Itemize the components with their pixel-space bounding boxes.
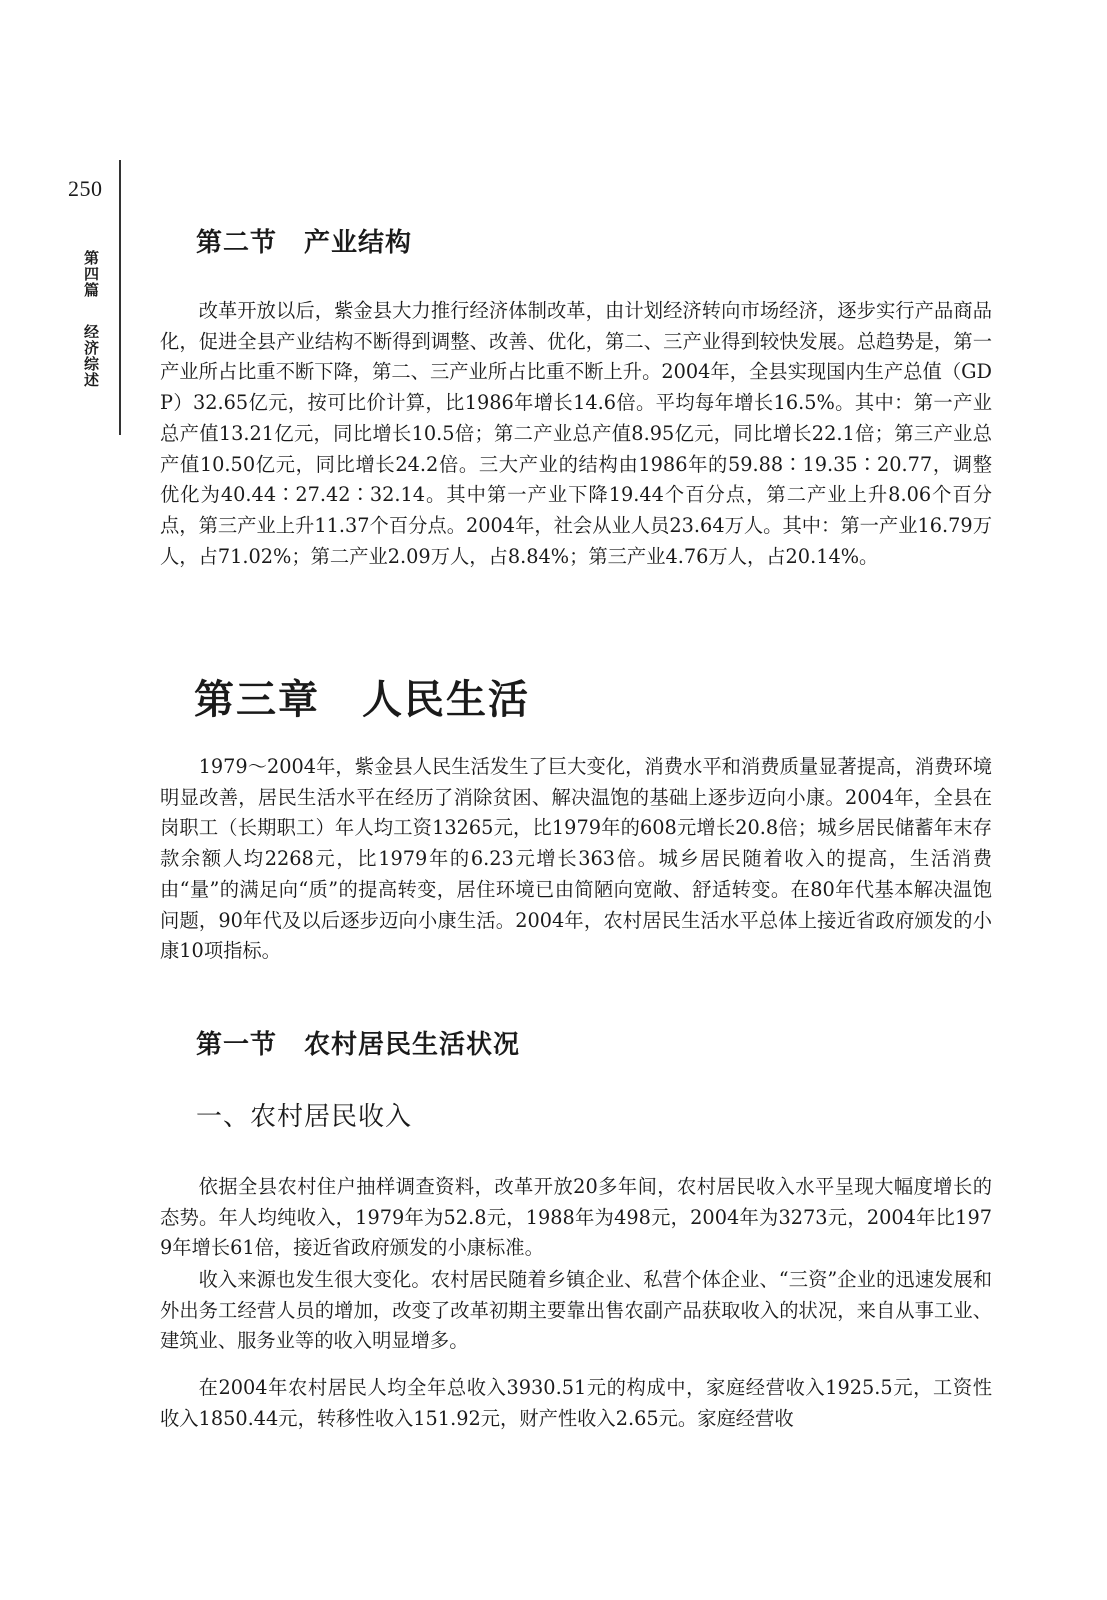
running-header-part: 第四篇 xyxy=(82,250,100,298)
paragraph-chapter-intro: 1979～2004年，紫金县人民生活发生了巨大变化，消费水平和消费质量显著提高，消费环境明显改善，居民生活水平在经历了消除贫困、解决温饱的基础上逐步迈向小康。2004年，全县在岗职工（长期职工）年人均工资13265元，比1979年的608元增长20.8倍；城乡居民储蓄年末存款余额人均2268元，比1979年的6.23元增长363倍。城乡居民随着收入的提高，生活消费由“量”的满足向“质”的提高转变，居住环境已由简陋向宽敞、舒适转变。在80年代基本解决温饱问题，90年代及以后逐步迈向小康生活。2004年，农村居民生活水平总体上接近省政府颁发的小康10项指标。 xyxy=(160,755,992,963)
margin-rule xyxy=(119,160,121,435)
chapter-heading-people-life: 第三章 人民生活 xyxy=(194,677,530,723)
subheading-rural-income: 一、农村居民收入 xyxy=(196,1102,413,1132)
running-header xyxy=(80,250,100,388)
paragraph-rural-income-2: 收入来源也发生很大变化。农村居民随着乡镇企业、私营个体企业、“三资”企业的迅速发展和外出务工经营人员的增加，改变了改革初期主要靠出售农副产品获取收入的状况，来自从事工业、建筑业、服务业等的收入明显增多。 xyxy=(160,1268,992,1353)
section-heading-rural-life: 第一节 农村居民生活状况 xyxy=(196,1030,521,1060)
paragraph-rural-income-3: 在2004年农村居民人均全年总收入3930.51元的构成中，家庭经营收入1925.5元，工资性收入1850.44元，转移性收入151.92元，财产性收入2.65元。家庭经营收 xyxy=(160,1376,992,1430)
paragraph-industry-structure: 改革开放以后，紫金县大力推行经济体制改革，由计划经济转向市场经济，逐步实行产品商品化，促进全县产业结构不断得到调整、改善、优化，第二、三产业得到较快发展。总趋势是，第一产业所占比重不断下降，第二、三产业所占比重不断上升。2004年，全县实现国内生产总值（GDP）32.65亿元，按可比价计算，比1986年增长14.6倍。平均每年增长16.5%。其中：第一产业总产值13.21亿元，同比增长10.5倍；第二产业总产值8.95亿元，同比增长22.1倍；第三产业总产值10.50亿元，同比增长24.2倍。三大产业的结构由1986年的59.88∶19.35∶20.77，调整优化为40.44∶27.42∶32.14。其中第一产业下降19.44个百分点，第二产业上升8.06个百分点，第三产业上升11.37个百分点。2004年，社会从业人员23.64万人。其中：第一产业16.79万人，占71.02%；第二产业2.09万人，占8.84%；第三产业4.76万人，占20.14%。 xyxy=(160,299,992,568)
running-header-title: 经济综述 xyxy=(82,324,100,388)
page-number: 250 xyxy=(68,176,103,201)
section-heading-industry-structure: 第二节 产业结构 xyxy=(196,228,413,258)
paragraph-rural-income-1: 依据全县农村住户抽样调查资料，改革开放20多年间，农村居民收入水平呈现大幅度增长的态势。年人均纯收入，1979年为52.8元，1988年为498元，2004年为3273元，2004年比1979年增长61倍，接近省政府颁发的小康标准。 xyxy=(160,1175,992,1260)
